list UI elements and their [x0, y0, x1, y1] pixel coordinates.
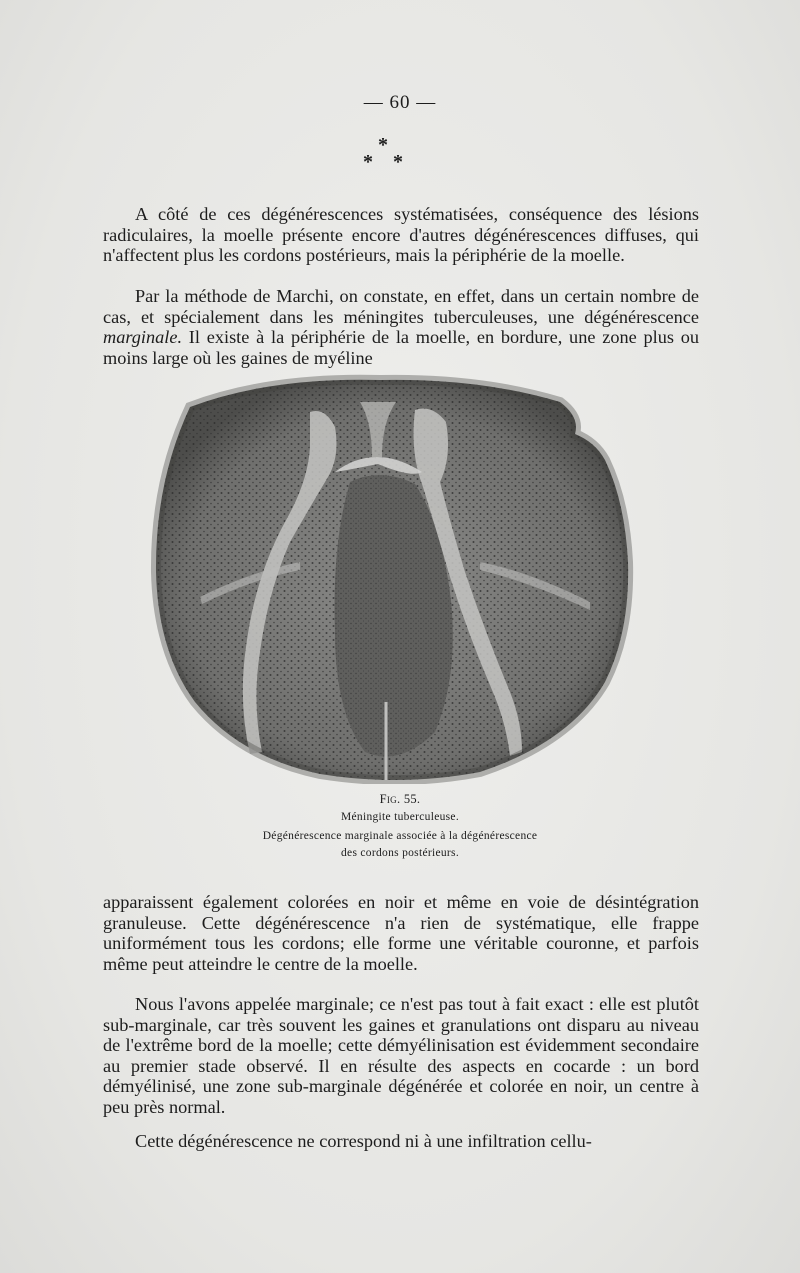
paragraph-4: Nous l'avons appelée marginale; ce n'est pas tout à fait exact : elle est plutôt sub-marginale, car très souvent les gaines et granulations ont disparu au niveau de l'extrême bord de la moelle; cette démyélinisation est évidemment secondaire au premier stade observé. Il en résulte des aspects en cocarde : un bord démyélinisé, une zone sub-marginale dégénérée et colorée en noir, un centre à peu près normal.	[103, 994, 699, 1117]
paragraph-2-text-a: Par la méthode de Marchi, on constate, en effet, dans un certain nombre de cas, et spécialement dans les méningites tuberculeuses, une dégénérescence	[103, 286, 699, 327]
figure-title: Méningite tuberculeuse.	[340, 811, 460, 823]
asterism-star-right: *	[393, 151, 403, 173]
figure-label: Fig. 55.	[379, 792, 421, 806]
asterism-star-left: *	[363, 151, 373, 173]
paragraph-1: A côté de ces dégénérescences systématisées, conséquence des lésions radiculaires, la moelle présente encore d'autres dégénérescences diffuses, qui n'affectent plus les cordons postérieurs, mais la périphérie de la moelle.	[103, 204, 699, 265]
paragraph-2-italic: marginale.	[103, 327, 183, 347]
spinal-cord-section-figure	[150, 372, 638, 784]
figure-caption-line1: Dégénérescence marginale associée à la dégénérescence	[262, 830, 538, 842]
paragraph-5: Cette dégénérescence ne correspond ni à une infiltration cellu-	[135, 1131, 592, 1151]
asterism-star-top: *	[378, 134, 388, 156]
paragraph-2	[103, 286, 699, 368]
section-asterism	[351, 134, 411, 174]
paragraph-3: apparaissent également colorées en noir et même en voie de désintégration granuleuse. Cette dégénérescence n'a rien de systématique, elle frappe uniformément tous les cordons; elle forme une véritable couronne, et parfois même peut atteindre le centre de la moelle.	[103, 892, 699, 974]
figure-caption-line2: des cordons postérieurs.	[340, 847, 460, 859]
paragraph-2-text-b: Il existe à la périphérie de la moelle, en bordure, une zone plus ou moins large où les gaines de myéline	[103, 327, 699, 368]
page-number: — 60 —	[363, 92, 437, 113]
